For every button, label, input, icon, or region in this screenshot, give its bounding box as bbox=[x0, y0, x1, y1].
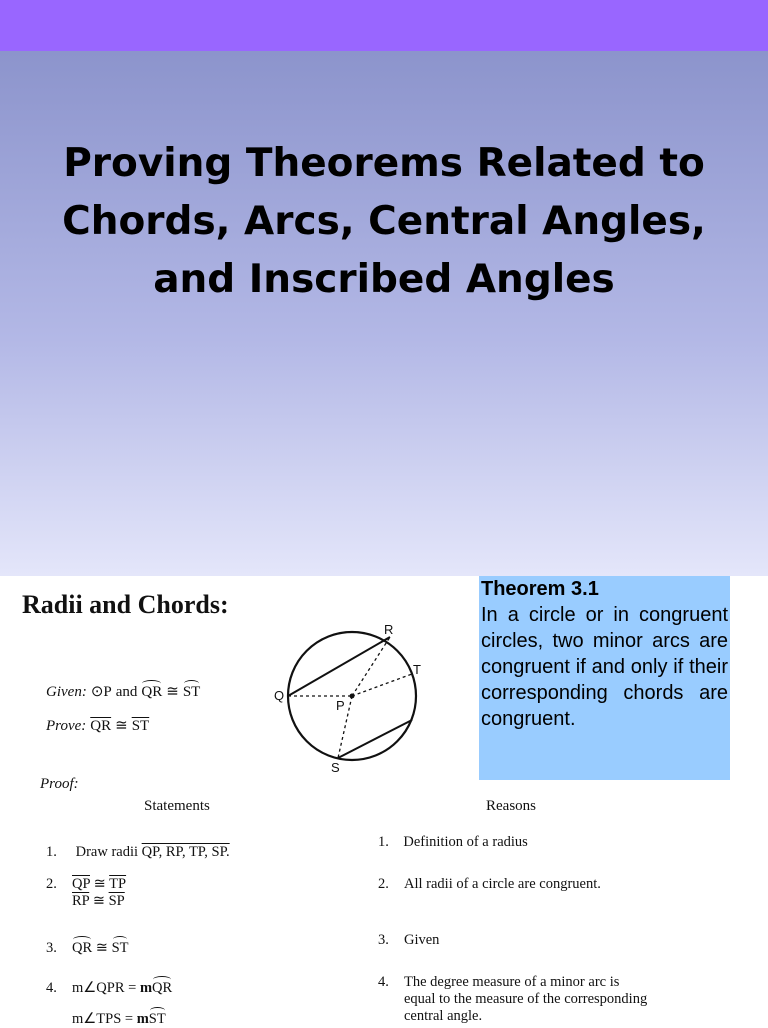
theorem-box bbox=[479, 576, 730, 780]
label-p: P bbox=[336, 698, 345, 713]
statements-header: Statements bbox=[144, 798, 210, 814]
segment-st: $\overline{ST}$ bbox=[131, 718, 150, 734]
reason-1: 1. Definition of a radius bbox=[378, 834, 528, 850]
given-and: and bbox=[115, 684, 138, 700]
given-statement bbox=[46, 680, 200, 701]
label-s: S bbox=[331, 760, 340, 772]
slide-title: Proving Theorems Related to Chords, Arcs, Central Angles, and Inscribed Angles bbox=[62, 141, 706, 302]
segment-qr: $\overline{QR}$ bbox=[90, 718, 112, 734]
given-label: Given: bbox=[46, 684, 87, 700]
center-p-dot bbox=[350, 694, 355, 699]
statement-1: 1. Draw radii QP, RP, TP, SP. bbox=[46, 844, 230, 860]
chord-st-line bbox=[338, 720, 412, 758]
theorem-title: Theorem 3.1 bbox=[481, 578, 599, 600]
proof-label: Proof: bbox=[40, 776, 79, 792]
reason-4: 4. The degree measure of a minor arc is equal to the measure of the corresponding central angle. bbox=[378, 974, 648, 1024]
label-t: T bbox=[413, 662, 421, 677]
prove-statement bbox=[46, 716, 149, 735]
statement-2: 2. $\overline{QP}$ ≅ $\overline{TP}$ $\overline{RP}$ ≅ $\overline{SP}$ bbox=[46, 876, 127, 909]
content-slide bbox=[0, 576, 768, 1027]
radius-tp bbox=[352, 674, 412, 696]
arc-qr: QR bbox=[141, 680, 162, 701]
circle-diagram bbox=[274, 624, 434, 772]
section-heading: Radii and Chords: bbox=[22, 590, 229, 619]
prove-label: Prove: bbox=[46, 718, 87, 734]
radius-rp bbox=[352, 637, 390, 696]
label-q: Q bbox=[274, 688, 285, 703]
reason-3: 3. Given bbox=[378, 932, 440, 948]
theorem-body: In a circle or in congruent circles, two minor arcs are congruent if and only if their corresponding chords are congruent. bbox=[481, 604, 728, 730]
congruent-symbol: ≅ bbox=[166, 684, 179, 700]
circle-p: ⊙P bbox=[90, 684, 112, 700]
reason-2: 2. All radii of a circle are congruent. bbox=[378, 876, 601, 892]
statement-3: 3. QR ≅ ST bbox=[46, 936, 128, 957]
statement-4: 4. m∠QPR = mQR m∠TPS = mST bbox=[46, 976, 172, 1028]
arc-st: ST bbox=[183, 680, 201, 701]
top-accent-strip bbox=[0, 0, 768, 51]
congruent-symbol: ≅ bbox=[115, 718, 128, 734]
reasons-header: Reasons bbox=[486, 798, 536, 814]
label-r: R bbox=[384, 624, 394, 637]
title-slide bbox=[0, 51, 768, 576]
